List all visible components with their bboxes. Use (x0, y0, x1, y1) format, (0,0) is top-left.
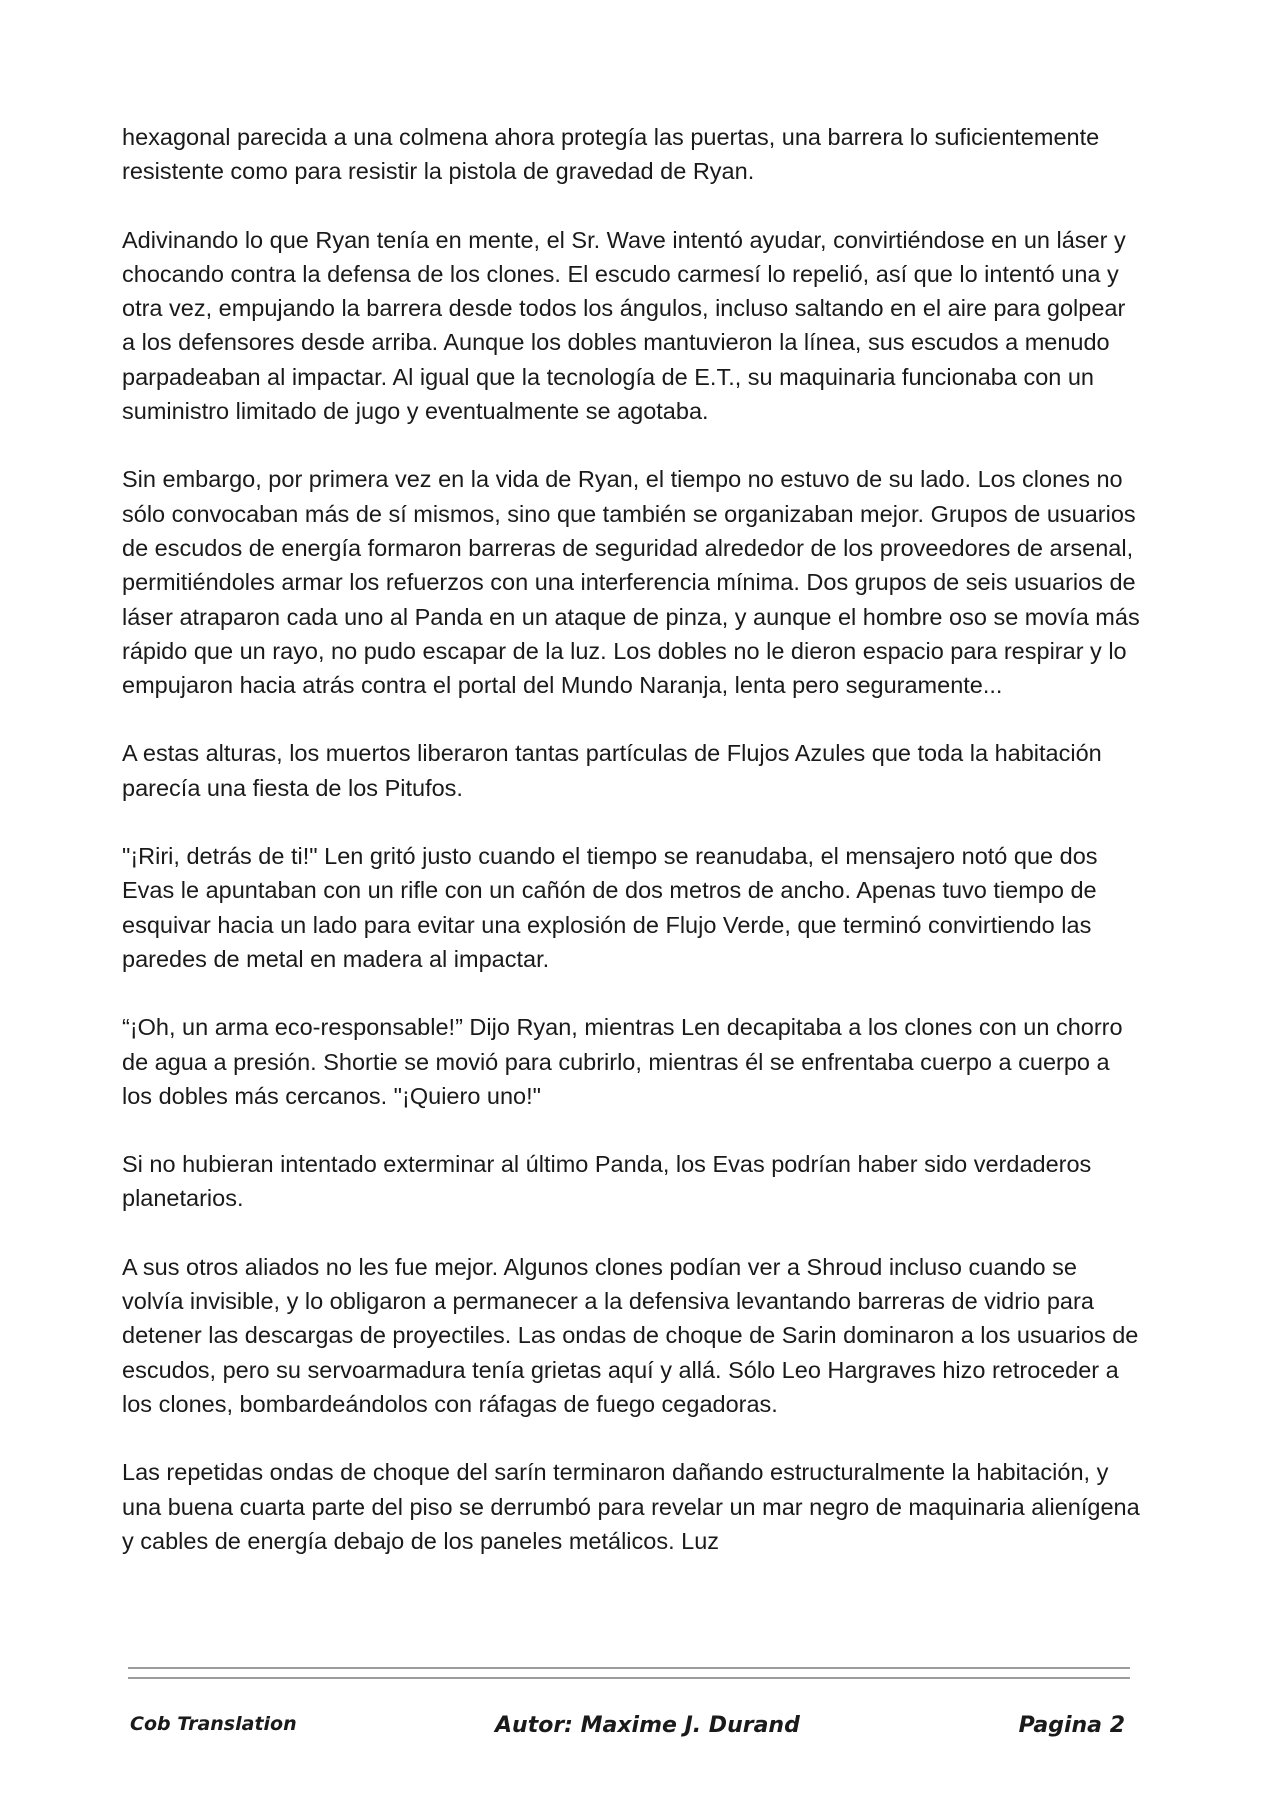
paragraph: “¡Oh, un arma eco-responsable!” Dijo Ryan, mientras Len decapitaba a los clones con un chorro de agua a presión. Shortie se movió para cubrirlo, mientras él se enfrentaba cuerpo a cuerpo a los dobles más cercanos. "¡Quiero uno!" (122, 1014, 1123, 1109)
paragraph: Las repetidas ondas de choque del sarín terminaron dañando estructuralmente la habitación, y una buena cuarta parte del piso se derrumbó para revelar un mar negro de maquinaria alienígena y cables de energía debajo de los paneles metálicos. Luz (122, 1459, 1140, 1554)
paragraph: "¡Riri, detrás de ti!" Len gritó justo cuando el tiempo se reanudaba, el mensajero notó que dos Evas le apuntaban con un rifle con un cañón de dos metros de ancho. Apenas tuvo tiempo de esquivar hacia un lado para evitar una explosión de Flujo Verde, que terminó convirtiendo las paredes de metal en madera al impactar. (122, 843, 1098, 972)
footer-translator: Cob Translation (130, 1713, 297, 1735)
paragraph: A sus otros aliados no les fue mejor. Algunos clones podían ver a Shroud incluso cuando se volvía invisible, y lo obligaron a permanecer a la defensiva levantando barreras de vidrio para detener las descargas de proyectiles. Las ondas de choque de Sarin dominaron a los usuarios de escudos, pero su servoarmadura tenía grietas aquí y allá. Sólo Leo Hargraves hizo retroceder a los clones, bombardeándolos con ráfagas de fuego cegadoras. (122, 1253, 1139, 1417)
paragraph: Si no hubieran intentado exterminar al último Panda, los Evas podrían haber sido verdaderos planetarios. (122, 1151, 1092, 1212)
paragraph: Adivinando lo que Ryan tenía en mente, el Sr. Wave intentó ayudar, convirtiéndose en un láser y chocando contra la defensa de los clones. El escudo carmesí lo repelió, así que lo intentó una y otra vez, empujando la barrera desde todos los ángulos, incluso saltando en el aire para golpear a los defensores desde arriba. Aunque los dobles mantuvieron la línea, sus escudos a menudo parpadeaban al impactar. Al igual que la tecnología de E.T., su maquinaria funcionaba con un suministro limitado de jugo y eventualmente se agotaba. (122, 226, 1126, 425)
paragraph: hexagonal parecida a una colmena ahora protegía las puertas, una barrera lo suficientemente resistente como para resistir la pistola de gravedad de Ryan. (122, 124, 1100, 185)
footer-divider-top (128, 1667, 1130, 1669)
footer-divider-bottom (128, 1677, 1130, 1679)
document-body (122, 120, 1142, 1558)
footer-author: Autor: Maxime J. Durand (495, 1713, 800, 1738)
paragraph: A estas alturas, los muertos liberaron tantas partículas de Flujos Azules que toda la habitación parecía una fiesta de los Pitufos. (122, 740, 1102, 801)
footer-page-number: Pagina 2 (1018, 1713, 1125, 1738)
paragraph: Sin embargo, por primera vez en la vida de Ryan, el tiempo no estuvo de su lado. Los clones no sólo convocaban más de sí mismos, sino que también se organizaban mejor. Grupos de usuarios de escudos de energía formaron barreras de seguridad alrededor de los proveedores de arsenal, permitiéndoles armar los refuerzos con una interferencia mínima. Dos grupos de seis usuarios de láser atraparon cada uno al Panda en un ataque de pinza, y aunque el hombre oso se movía más rápido que un rayo, no pudo escapar de la luz. Los dobles no le dieron espacio para respirar y lo empujaron hacia atrás contra el portal del Mundo Naranja, lenta pero seguramente... (122, 466, 1140, 699)
